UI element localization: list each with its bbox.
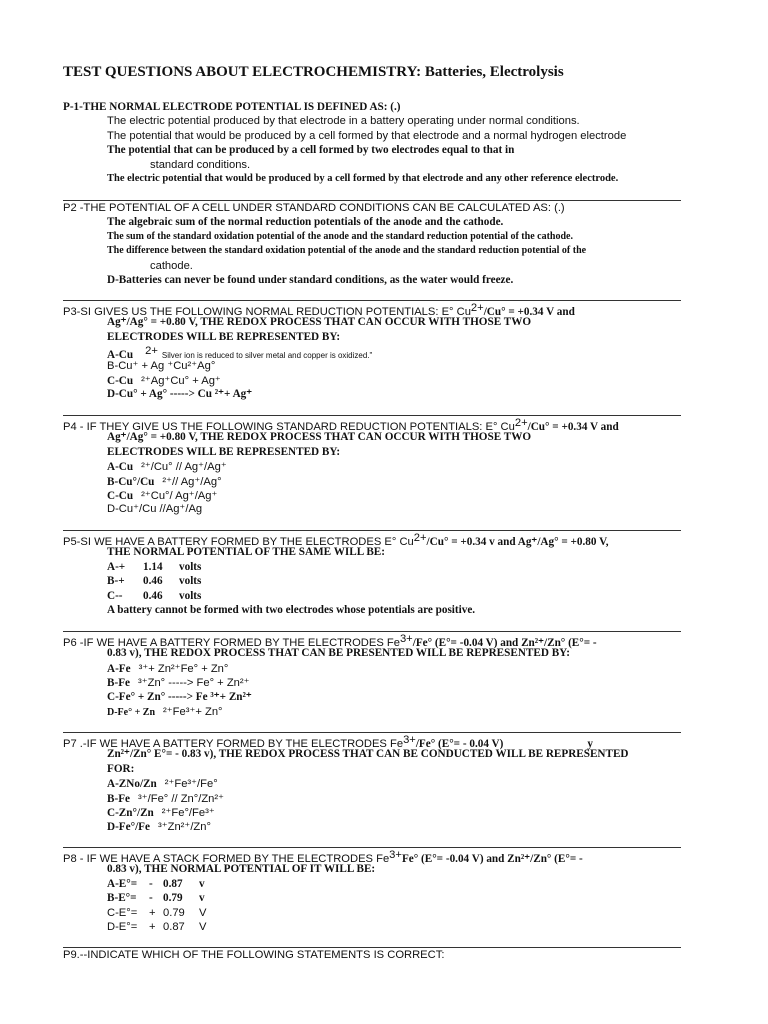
option-unit: V bbox=[199, 906, 207, 919]
option-value: 0.79 bbox=[163, 906, 185, 919]
question-p8 bbox=[63, 848, 681, 934]
option-a: A-Cu $^{2+}$ Silver ion is reduced to silver metal and copper is oxidized." bbox=[107, 345, 373, 362]
question-text-part: P6 -IF WE HAVE A BATTERY FORMED BY THE ELECTRODES Fe bbox=[63, 637, 400, 649]
option-text: ³⁺Zn° -----> Fe° + Zn²⁺ bbox=[138, 677, 250, 690]
question-p6 bbox=[63, 632, 681, 718]
option-b: The sum of the standard oxidation potential of the anode and the standard reduction potential of the cathode. bbox=[107, 230, 573, 242]
question-text-part: P3-SI GIVES US THE FOLLOWING NORMAL REDUCTION POTENTIALS: E° Cu bbox=[63, 306, 471, 318]
option-unit: volts bbox=[179, 589, 202, 602]
option-d: D-Cu⁺/Cu //Ag⁺/Ag bbox=[107, 503, 203, 516]
option-label: C-E°= bbox=[107, 906, 138, 919]
option-unit: V bbox=[199, 920, 207, 933]
option-text: ²⁺/Cu° // Ag⁺/Ag⁺ bbox=[141, 461, 227, 474]
option-label: C-- bbox=[107, 589, 123, 602]
option-unit: v bbox=[199, 877, 205, 890]
option-value: 1.14 bbox=[143, 560, 163, 573]
option-d bbox=[63, 920, 681, 934]
option-b: The potential that would be produced by a cell formed by that electrode and a normal hydrogen electrode bbox=[107, 129, 627, 142]
option-label: A-E°= bbox=[107, 877, 138, 890]
option-sign: + bbox=[149, 906, 156, 919]
option-unit: volts bbox=[179, 575, 202, 588]
question-text-continued: 0.83 v), THE REDOX PROCESS THAT CAN BE PRESENTED WILL BE REPRESENTED BY: bbox=[107, 647, 570, 660]
question-text-continued: ELECTRODES WILL BE REPRESENTED BY: bbox=[107, 330, 341, 343]
option-d: The electric potential that would be produced by a cell formed by that electrode and any other reference electrode. bbox=[107, 172, 619, 184]
option-label: D-E°= bbox=[107, 920, 138, 933]
option-label: A-Cu bbox=[107, 349, 134, 362]
option-sign: + bbox=[149, 920, 156, 933]
option-d bbox=[63, 704, 681, 718]
option-c: The potential that can be produced by a cell formed by two electrodes equal to that in bbox=[107, 144, 515, 157]
option-c bbox=[63, 488, 681, 502]
option-label: D-Fe° + Zn bbox=[107, 706, 156, 718]
option-c bbox=[63, 906, 681, 920]
question-text: P2 -THE POTENTIAL OF A CELL UNDER STANDARD CONDITIONS CAN BE CALCULATED AS: (.) bbox=[63, 202, 565, 214]
option-text: ²⁺Ag⁺Cu° + Ag⁺ bbox=[141, 374, 221, 387]
option-label: B-E°= bbox=[107, 892, 137, 905]
option-sign: - bbox=[149, 892, 153, 905]
option-label: C-Cu bbox=[107, 489, 134, 502]
option-label: B-Cu°/Cu bbox=[107, 475, 155, 488]
question-text-continued: ELECTRODES WILL BE REPRESENTED BY: bbox=[107, 445, 341, 458]
question-text-continued: FOR: bbox=[107, 762, 135, 775]
option-b bbox=[63, 574, 681, 588]
option-value: 0.46 bbox=[143, 575, 163, 588]
option-value: 0.87 bbox=[163, 920, 185, 933]
question-text-part: P7 .-IF WE HAVE A BATTERY FORMED BY THE ELECTRODES Fe bbox=[63, 738, 404, 750]
option-a bbox=[63, 877, 681, 891]
option-note: Silver ion is reduced to silver metal and copper is oxidized." bbox=[161, 351, 373, 361]
question-text-continued: 0.83 v), THE NORMAL POTENTIAL OF IT WILL BE: bbox=[107, 863, 376, 876]
question-text-part: y bbox=[587, 738, 593, 750]
option-label: B-Fe bbox=[107, 792, 130, 805]
option-text: ²⁺Fe³⁺+ Zn° bbox=[163, 705, 223, 718]
option-value: 0.46 bbox=[143, 589, 163, 602]
question-text: P9.--INDICATE WHICH OF THE FOLLOWING STATEMENTS IS CORRECT: bbox=[63, 949, 445, 961]
option-c bbox=[63, 373, 681, 387]
option-c bbox=[63, 589, 681, 603]
question-text-part: /Fe° (E°= - 0.04 V) bbox=[415, 738, 504, 750]
option-unit: v bbox=[199, 892, 205, 905]
option-b bbox=[63, 675, 681, 689]
question-text-continued: Zn²⁺/Zn° E°= - 0.83 v), THE REDOX PROCESS THAT CAN BE CONDUCTED WILL BE REPRESENTED bbox=[107, 748, 629, 761]
question-text: P3-SI GIVES US THE FOLLOWING NORMAL REDUCTION POTENTIALS: E° $Cu^{2+}/Cu^\circ = +0.34$ V and bbox=[63, 302, 575, 318]
option-text: ²⁺Fe°/Fe³⁺ bbox=[161, 806, 215, 819]
question-p1 bbox=[63, 100, 681, 186]
option-unit: volts bbox=[179, 560, 202, 573]
question-text-continued: THE NORMAL POTENTIAL OF THE SAME WILL BE: bbox=[107, 546, 385, 559]
option-b bbox=[63, 891, 681, 905]
option-value: 0.79 bbox=[163, 892, 183, 905]
option-a: The algebraic sum of the normal reduction potentials of the anode and the cathode. bbox=[107, 216, 504, 229]
page-title: TEST QUESTIONS ABOUT ELECTROCHEMISTRY: Batteries, Electrolysis bbox=[63, 64, 564, 80]
option-label: A-ZNo/Zn bbox=[107, 778, 157, 791]
question-text: P4 - IF THEY GIVE US THE FOLLOWING STANDARD REDUCTION POTENTIALS: E° $Cu^{2+}/Cu^\circ = +0.34$ V and bbox=[63, 417, 619, 433]
option-text: ³⁺Zn²⁺/Zn° bbox=[158, 821, 211, 834]
option-c-continued: standard conditions. bbox=[150, 158, 251, 171]
option-label: A-Cu bbox=[107, 461, 134, 474]
question-p2 bbox=[63, 201, 681, 287]
option-label: C-Cu bbox=[107, 374, 134, 387]
option-label: D-Fe°/Fe bbox=[107, 821, 150, 834]
option-a: The electric potential produced by that electrode in a battery operating under normal conditions. bbox=[107, 115, 580, 128]
option-a bbox=[63, 560, 681, 574]
option-d: D-Batteries can never be found under standard conditions, as the water would freeze. bbox=[107, 273, 514, 286]
option-text: ³⁺+ Zn²⁺Fe° + Zn° bbox=[138, 662, 229, 675]
question-text: P6 -IF WE HAVE A BATTERY FORMED BY THE ELECTRODES $Fe^{3+}/Fe^\circ$ (E°= -0.04 V) and Zn²⁺/Zn° (E°= - bbox=[63, 633, 597, 649]
option-b bbox=[63, 474, 681, 488]
question-text-part: /Fe° (E°= -0.04 V) and Zn²⁺/Zn° (E°= - bbox=[412, 637, 597, 649]
question-text-continued: Ag⁺/Ag° = +0.80 V, THE REDOX PROCESS THAT CAN OCCUR WITH THOSE TWO bbox=[107, 431, 532, 444]
question-text-part: P8 - IF WE HAVE A STACK FORMED BY THE ELECTRODES Fe bbox=[63, 853, 390, 865]
question-text-continued: Ag⁺/Ag° = +0.80 V, THE REDOX PROCESS THAT CAN OCCUR WITH THOSE TWO bbox=[107, 316, 532, 329]
question-text: P8 - IF WE HAVE A STACK FORMED BY THE ELECTRODES $Fe^{3+}Fe^\circ$ (E°= -0.04 V) and Zn²⁺/Zn° (E°= - bbox=[63, 849, 583, 865]
option-sign: - bbox=[149, 877, 153, 890]
option-c: C-Fe° + Zn° -----> Fe ³⁺+ Zn²⁺ bbox=[107, 690, 252, 703]
option-d: D-Cu° + Ag° -----> Cu ²⁺+ Ag⁺ bbox=[107, 388, 253, 401]
option-d bbox=[63, 819, 681, 833]
question-p5 bbox=[63, 531, 681, 617]
option-label: B-Fe bbox=[107, 677, 130, 690]
option-a bbox=[63, 776, 681, 790]
question-text-part: /Cu° = +0.34 V and bbox=[483, 306, 575, 318]
option-b: B-Cu⁺ + Ag ⁺Cu²⁺Ag° bbox=[107, 359, 216, 372]
option-label: A-Fe bbox=[107, 662, 131, 675]
question-text-part: /Cu° = +0.34 v and Ag⁺/Ag° = +0.80 V, bbox=[426, 536, 609, 548]
option-c: The difference between the standard oxidation potential of the anode and the standard reduction potential of the bbox=[107, 245, 587, 257]
option-value: 0.87 bbox=[163, 877, 183, 890]
option-c-continued: cathode. bbox=[150, 259, 193, 272]
option-label: A-+ bbox=[107, 560, 126, 573]
option-label: C-Zn°/Zn bbox=[107, 806, 154, 819]
option-text: ²⁺Fe³⁺/Fe° bbox=[164, 778, 218, 791]
question-text: P5-SI WE HAVE A BATTERY FORMED BY THE ELECTRODES E° $Cu^{2+}/Cu^\circ = +0.34$ v and Ag⁺/Ag° = +0.80 V, bbox=[63, 532, 609, 548]
option-d: A battery cannot be formed with two electrodes whose potentials are positive. bbox=[107, 603, 476, 616]
question-p4 bbox=[63, 416, 681, 517]
question-text: P-1-THE NORMAL ELECTRODE POTENTIAL IS DEFINED AS: (.) bbox=[63, 101, 401, 113]
question-text-part: P5-SI WE HAVE A BATTERY FORMED BY THE ELECTRODES E° Cu bbox=[63, 536, 414, 548]
option-a bbox=[63, 661, 681, 675]
question-text-part: /Cu° = +0.34 V and bbox=[527, 421, 619, 433]
question-p7 bbox=[63, 733, 681, 834]
question-p3 bbox=[63, 301, 681, 402]
question-text: P7 .-IF WE HAVE A BATTERY FORMED BY THE ELECTRODES $Fe^{3+}/Fe^\circ$ (E°= - 0.04 V) y bbox=[63, 734, 593, 750]
option-text: ²⁺// Ag⁺/Ag° bbox=[162, 475, 222, 488]
option-label: B-+ bbox=[107, 575, 125, 588]
question-text-part: Fe° (E°= -0.04 V) and Zn²⁺/Zn° (E°= - bbox=[401, 853, 583, 865]
option-text: ³⁺/Fe° // Zn°/Zn²⁺ bbox=[138, 792, 225, 805]
option-text: ²⁺Cu°/ Ag⁺/Ag⁺ bbox=[141, 489, 218, 502]
question-text-part: P4 - IF THEY GIVE US THE FOLLOWING STANDARD REDUCTION POTENTIALS: E° Cu bbox=[63, 421, 515, 433]
question-p9 bbox=[63, 948, 681, 962]
